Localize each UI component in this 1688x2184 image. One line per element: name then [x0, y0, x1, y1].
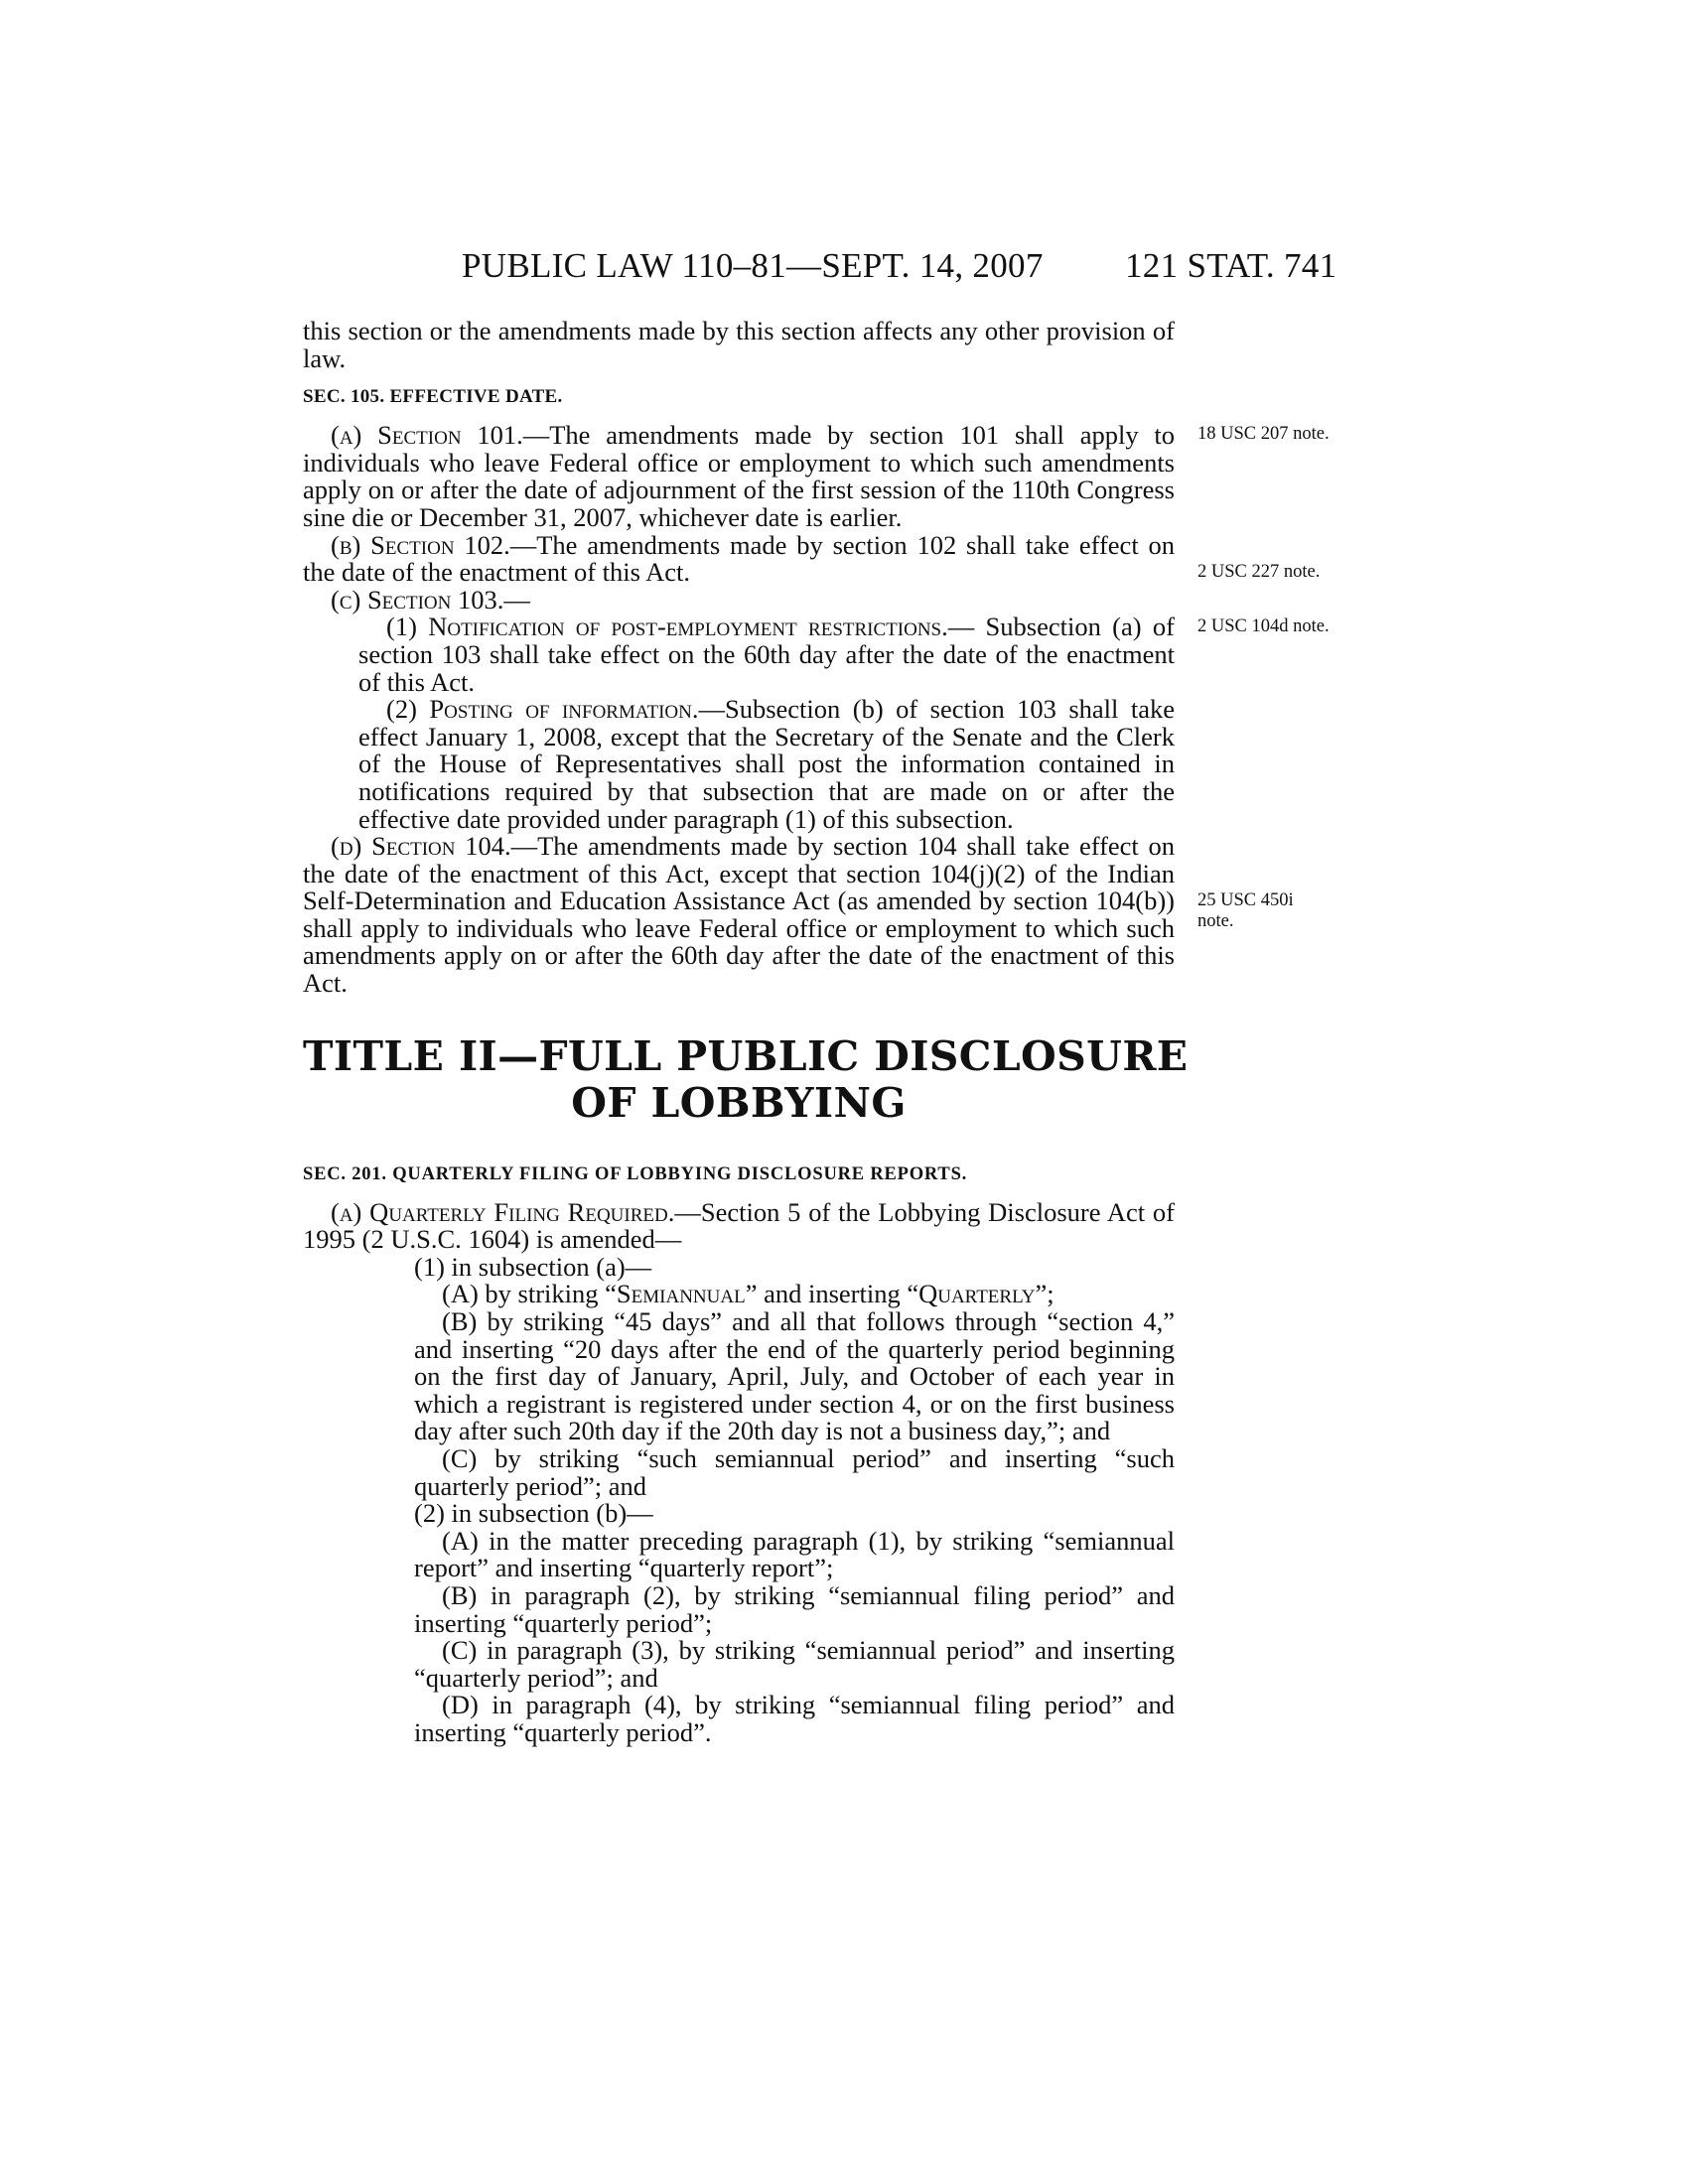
sec105-a-label: (a) Section 101. [331, 420, 523, 451]
sec105-subsection-a [303, 422, 1175, 531]
sec105-subsection-b [303, 529, 1176, 588]
sec105-c-paragraph-1 [358, 614, 1175, 696]
sec105-d-label: (d) Section 104. [331, 831, 511, 862]
sec201-paragraph-1: (1) in subsection (a)— [414, 1251, 652, 1282]
section-105-heading: SEC. 105. EFFECTIVE DATE. [303, 386, 563, 408]
sec105-c-text: — [503, 584, 530, 614]
sec201-p2-subparagraph-d: (D) in paragraph (4), by striking “semiannual filing period” and inserting “quarterly period”. [414, 1690, 1175, 1747]
sec105-b-text: —The amendments made by section 102 shall take effect on the date of the enactment of this Act. [303, 529, 1176, 588]
sec105-c2-label: (2) Posting of information. [386, 694, 699, 725]
sec105-d-text: —The amendments made by section 104 shall take effect on the date of the enactment of this Act, except that section 104(j)(2) of the Indian Self-Determination and Education Assistance Act (as amended by section 104(b)) shall apply to individuals who leave Federal office or employment to which such amendments apply on or after the 60th day after the date of the enactment of this Act. [303, 831, 1176, 999]
sec105-c-paragraph-2 [358, 696, 1175, 833]
sec201-subsection-a [303, 1196, 1175, 1255]
margin-note-18-usc-207: 18 USC 207 note. [1197, 424, 1330, 444]
p1a-struck-term: Semiannual [616, 1279, 746, 1309]
margin-note-25-usc-450i-cont: note. [1197, 911, 1234, 931]
p1a-mid: ” and inserting “ [745, 1279, 919, 1309]
sec201-paragraph-2: (2) in subsection (b)— [414, 1498, 653, 1529]
sec105-c2-text: —Subsection (b) of section 103 shall take effect January 1, 2008, except that the Secretary of the Senate and the Clerk of the House of Representatives shall post the information contained in notifications required by that subsection that are made on or after the effective date provided under paragraph (1) of this subsection. [358, 694, 1175, 834]
sec105-c1-label: (1) Notification of post-employment restrictions. [386, 612, 948, 642]
sec201-p2-subparagraph-c: (C) in paragraph (3), by striking “semiannual period” and inserting “quarterly period”; and [414, 1635, 1175, 1693]
intro-paragraph: this section or the amendments made by this section affects any other provision of law. [303, 316, 1175, 373]
sec201-a-label: (a) Quarterly Filing Required. [331, 1196, 675, 1227]
title-ii-heading [303, 1031, 1189, 1127]
title-ii-line-1: TITLE II—FULL PUBLIC DISCLOSURE [303, 1031, 1189, 1080]
sec105-subsection-c [303, 584, 1175, 614]
document-body [303, 316, 1189, 1747]
p1a-post: ”; [1035, 1279, 1055, 1309]
sec105-c1-text: — Subsection (a) of section 103 shall take effect on the 60th day after the date of the enactment of this Act. [358, 612, 1175, 697]
title-ii-line-2: OF LOBBYING [571, 1078, 907, 1127]
sec201-p1-subparagraph-b: (B) by striking “45 days” and all that follows through “section 4,” and inserting “20 days after the end of the quarterly period beginning on the first day of January, April, July, and October of each year in which a registrant is registered under section 4, or on the first business day after such 20th day if the 20th day is not a business day,”; and [414, 1306, 1175, 1446]
section-201-heading: SEC. 201. QUARTERLY FILING OF LOBBYING DISCLOSURE REPORTS. [303, 1163, 968, 1184]
sec201-p1-subparagraph-c: (C) by striking “such semiannual period” and inserting “such quarterly period”; and [414, 1443, 1175, 1501]
margin-note-2-usc-104d: 2 USC 104d note. [1197, 616, 1330, 636]
sec201-p2-subparagraph-b: (B) in paragraph (2), by striking “semiannual filing period” and inserting “quarterly period”; [414, 1579, 1175, 1638]
sec105-b-label: (b) Section 102. [331, 529, 510, 560]
sec105-c-label: (c) Section 103. [331, 584, 504, 614]
p1a-pre: (A) by striking “ [442, 1279, 617, 1309]
sec201-p1-subparagraph-a [414, 1281, 1175, 1308]
running-head: PUBLIC LAW 110–81—SEPT. 14, 2007 [462, 246, 1044, 285]
p1a-inserted-term: Quarterly [918, 1279, 1036, 1309]
sec201-a-text: —Section 5 of the Lobbying Disclosure Act of 1995 (2 U.S.C. 1604) is amended— [303, 1196, 1175, 1255]
sec201-p2-subparagraph-a: (A) in the matter preceding paragraph (1), by striking “semiannual report” and inserting “quarterly report”; [414, 1525, 1175, 1583]
sec105-a-text: —The amendments made by section 101 shall apply to individuals who leave Federal office or employment to which such amendments apply on or after the date of adjournment of the first session of the 110th Congress sine die or December 31, 2007, whichever date is earlier. [303, 420, 1176, 532]
statute-page-reference: 121 STAT. 741 [1125, 246, 1337, 285]
margin-note-2-usc-227: 2 USC 227 note. [1197, 562, 1321, 582]
margin-note-25-usc-450i: 25 USC 450i [1197, 890, 1294, 910]
page-header [0, 246, 1688, 296]
sec105-subsection-d [303, 833, 1175, 998]
